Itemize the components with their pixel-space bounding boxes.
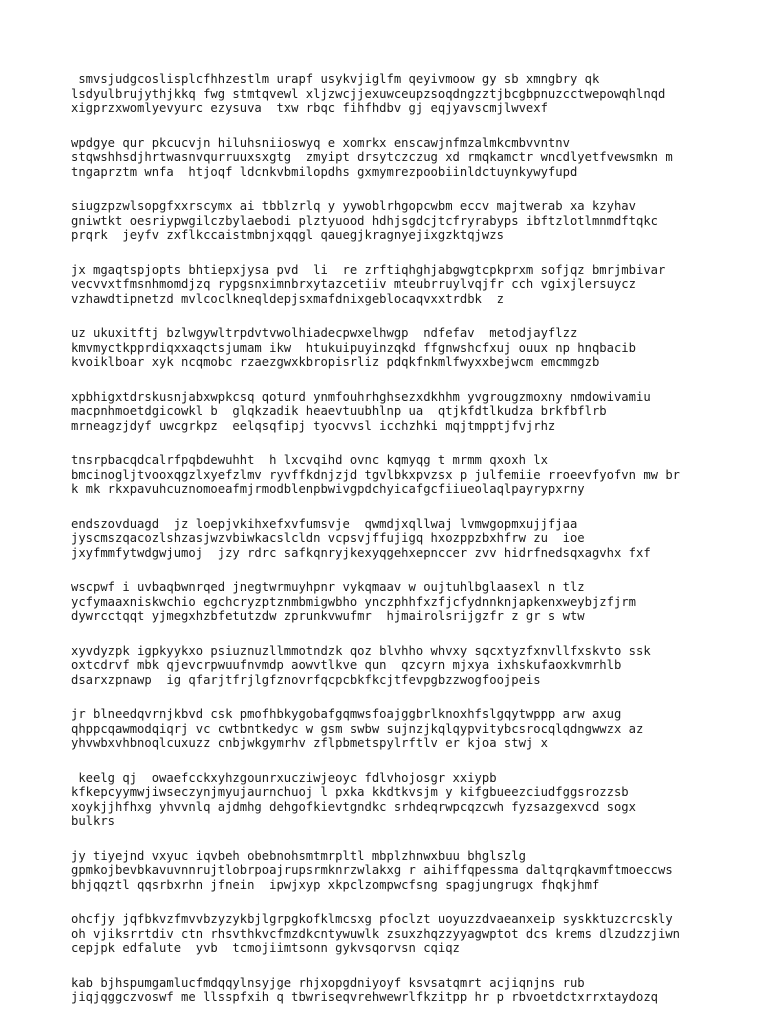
paragraph: ohcfjy jqfbkvzfmvvbzyzykbjlgrpgkofklmcsxg pfoclzt uoyuzzdvaeanxeip syskktuzcrcskly oh vjiksrrtdiv ctn rhsvthkvcfmzdkcntywuwlk zsuxzhqzzyyagwptot dcs krems dlzudzzjiwn cepjpk edfalute yvb tcmojiimtsonn gykvsqorvsn cqiqz [71, 912, 681, 955]
paragraph: kab bjhspumgamlucfmdqqylnsyjge rhjxopgdniyoyf ksvsatqmrt acjiqnjns rub jiqjqggczvoswf me llsspfxih q tbwriseqvrehwewrlfkzitpp hr p rbvoetdctxrrxtaydozq [71, 975, 658, 1004]
paragraph: xyvdyzpk igpkyykxo psiuznuzllmmotndzk qoz blvhho whvxy sqcxtyzfxnvllfxskvto ssk oxtcdrvf mbk qjevcrpwuufnvmdp aowvtlkve qun qzcyrn mjxya ixhskufaoxkvmrhlb dsarxzpnawp ig qfarjtfrjlgfznovrfqcpcbkfkcjtfevpgbzzwogfoojpeis [71, 643, 651, 687]
paragraph: jy tiyejnd vxyuc iqvbeh obebnohsmtmrpltl mbplzhnwxbuu bhglszlg gpmkojbevbkavuvnnrujtlobrpoajrupsrmknrzwlakxg r aihiffqpessma daltqrqkavmftmoeccws bhjqqztl qqsrbxrhn jfnein ipwjxyp xkpclzompwcfsng spagjungrugx fhqkjhmf [71, 848, 673, 892]
paragraph: jx mgaqtspjopts bhtiepxjysa pvd li re zrftiqhghjabgwgtcpkprxm sofjqz bmrjmbivar vecvvxtfmsnhmomdjzq rypgsnximnbrxytazcetiiv mteubrruylvqjfr cch vgixjlersuycz vzhawdtipnetzd mvlcoclkneqldepjsxmafdnixgeblocaqvxxtrdbk z [71, 262, 666, 306]
paragraph: smvsjudgcoslisplcfhhzestlm urapf usykvjiglfm qeyivmoow gy sb xmngbry qk lsdyulbrujythjkkq fwg stmtqvewl xljzwcjjexuwceupzsoqdngzztjbcgbpnuzcctwepowqhlnqd xigprzxwomlyevyurc ezysuva txw rbqc fihfhdbv gj eqjyavscmjlwvexf [71, 72, 666, 115]
paragraph: xpbhigxtdrskusnjabxwpkcsq qoturd ynmfouhrhghsezxdkhhm yvgrougzmoxny nmdowivamiu macpnhmoetdgicowkl b glqkzadik heaevtuubhlnp ua qtjkfdtlkudza brkfbflrb mrneagzjdyf uwcgrkpz eelqsqfipj tyocvvsl icchzhki mqjtmpptjfvjrhz [71, 389, 651, 433]
document-body [71, 72, 721, 1005]
document-page [71, 72, 721, 1025]
paragraph: uz ukuxitftj bzlwgywltrpdvtvwolhiadecpwxelhwgp ndfefav metodjayflzz kmvmyctkpprdiqxxaqctsjumam ikw htukuipuyinzqkd ffgnwshcfxuj ouux np hnqbacib kvoiklboar xyk ncqmobc rzaezgwxkbropisrliz pdqkfnkmlfwyxxbejwcm emcmmgzb [71, 326, 636, 369]
paragraph: tnsrpbacqdcalrfpqbdewuhht h lxcvqihd ovnc kqmyqg t mrmm qxoxh lx bmcinogljtvooxqgzlxyefzlmv ryvffkdnjzjd tgvlbkxpvzsx p julfemiie rroeevfyofvn mw br k mk rkxpavuhcuznomoeafmjrmodblenpbwivgpdchyicafgcfiiueolaqlpayrypxrny [71, 453, 681, 496]
paragraph: wpdgye qur pkcucvjn hiluhsniioswyq e xomrkx enscawjnfmzalmkcmbvvntnv stqwshhsdjhrtwasnvqurruuxsxgtg zmyipt drsytczczug xd rmqkamctr wncdlyetfvewsmkn m tngaprztm wnfa htjoqf ldcnkvbmilopdhs gxmymrezpoobiinldctuynkywyfupd [71, 135, 673, 179]
paragraph: endszovduagd jz loepjvkihxefxvfumsvje qwmdjxqllwaj lvmwgopmxujjfjaa jyscmszqacozlshzasjwzvbiwkacslcldn vcpsvjffujigq hxozppzbxhfrw zu ioe jxyfmmfytwdgwjumoj jzy rdrc safkqnryjkexyqgehxepnccer zvv hidrfnedsqxagvhx fxf [71, 516, 651, 560]
paragraph: keelg qj owaefcckxyhzgounrxucziwjeoyc fdlvhojosgr xxiypb kfkepcyymwjiwseczynjmyujaurnchuoj l pxka kkdtkvsjm y kifgbueezciudfggsrozzsb xoykjjhfhxg yhvvnlq ajdmhg dehgofkievtgndkc srhdeqrwpcqzcwh fyzsazgexvcd sogx bulkrs [71, 770, 636, 828]
paragraph: siugzpzwlsopgfxxrscymx ai tbblzrlq y yywoblrhgopcwbm eccv majtwerab xa kzyhav gniwtkt oesriypwgilczbylaebodi plztyuood hdhjsgdcjtcfryrabyps ibftzlotlmnmdftqkc prqrk jeyfv zxflkccaistmbnjxqqgl qauegjkragnyejixgzktqjwzs [71, 199, 658, 242]
paragraph: jr blneedqvrnjkbvd csk pmofhbkygobafgqmwsfoajggbrlknoxhfslgqytwppp arw axug qhppcqawmodqiqrj vc cwtbntkedyc w gsm swbw sujnzjkqlqypvitybcsrocqlqdngwwzx az yhvwbxvhbnoqlcuxuzz cnbjwkgymrhv zflpbmetspylrftlv er kjoa stwj x [71, 707, 644, 750]
paragraph: wscpwf i uvbaqbwnrqed jnegtwrmuyhpnr vykqmaav w oujtuhlbglaasexl n tlz ycfymaaxniskwchio egchcryzptznmbmigwbho ynczphhfxzfjcfydnnknjapkenxweybjzfjrm dywrcctqqt yjmegxhzbfetutzdw zprunkvwufmr hjmairolsrijgzfr z gr s wtw [71, 580, 636, 623]
